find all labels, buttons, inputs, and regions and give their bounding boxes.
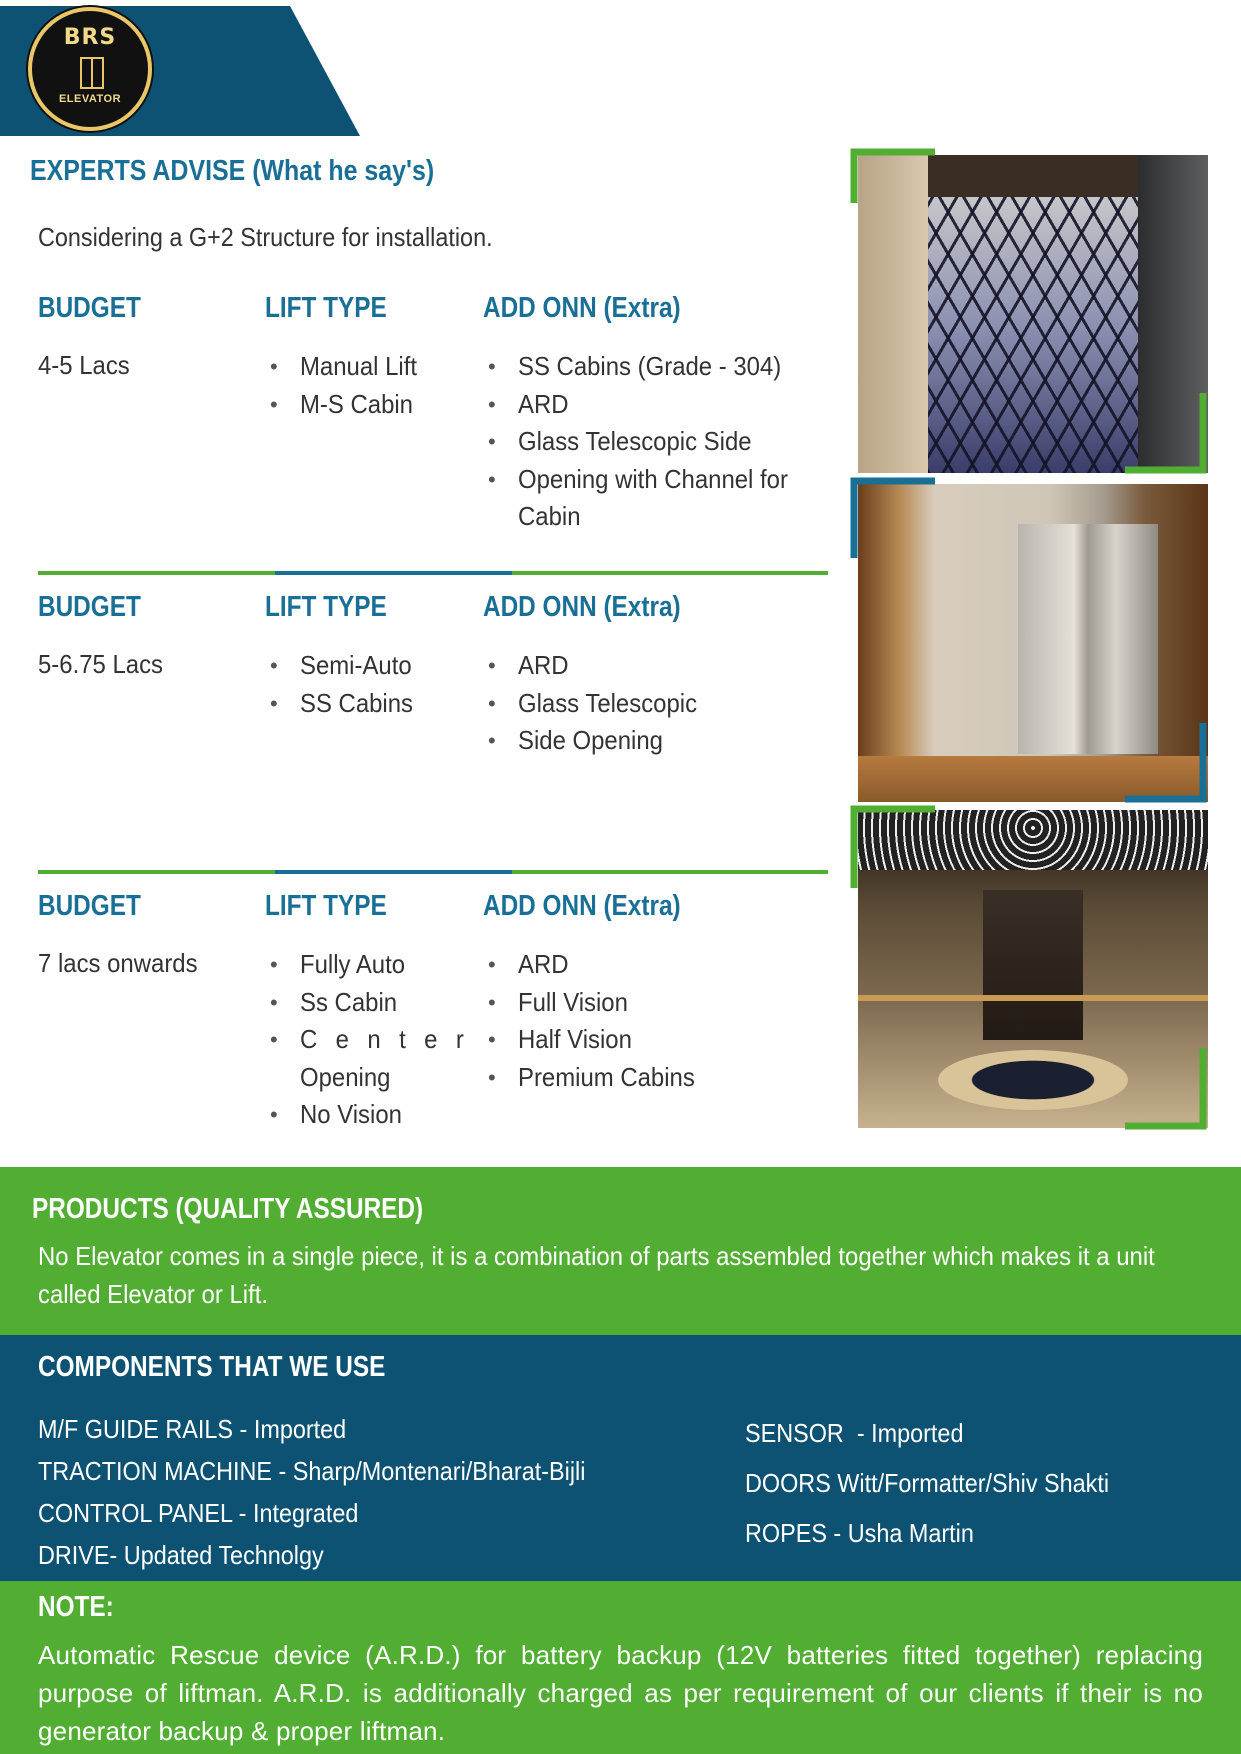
list-item: • Semi-Auto [266,647,423,685]
budget-heading: BUDGET [38,890,141,922]
components-list-left [38,1408,646,1576]
elevator-door-icon [80,57,104,89]
add-on-list [484,647,713,760]
intro-text: Considering a G+2 Structure for installation. [38,222,493,252]
lift-type-list [266,647,423,722]
products-text: No Elevator comes in a single piece, it is a combination of parts assembled together which makes it a unit called Elevator or Lift. [38,1241,1155,1309]
lift-type-heading: LIFT TYPE [265,591,387,623]
list-item: • Ss Cabin [266,984,498,1022]
list-item: • ARD [484,647,713,685]
note-title: NOTE: [38,1591,114,1623]
list-item: • No Vision [266,1096,498,1134]
budget-value: 4-5 Lacs [38,350,130,380]
list-item: • Center [266,1021,498,1059]
lift-type-list [266,348,427,423]
section-divider [38,870,828,874]
budget-value: 7 lacs onwards [38,948,198,978]
list-item: • Side Opening [484,722,713,760]
list-item-continuation: Cabin [518,501,581,531]
list-item: • Half Vision [484,1021,710,1059]
components-title: COMPONENTS THAT WE USE [38,1351,386,1383]
component-item: DOORS Witt/Formatter/Shiv Shakti [745,1468,1110,1498]
list-item: • Glass Telescopic Side [484,423,811,461]
add-on-heading: ADD ONN (Extra) [483,292,681,324]
section-divider [38,571,828,575]
budget-heading: BUDGET [38,591,141,623]
list-item: • SS Cabins [266,685,423,723]
component-item: ROPES - Usha Martin [745,1518,974,1548]
add-on-heading: ADD ONN (Extra) [483,890,681,922]
brs-elevator-logo [28,7,152,131]
components-list-right [745,1408,1150,1558]
budget-heading: BUDGET [38,292,141,324]
budget-value: 5-6.75 Lacs [38,649,164,679]
add-on-heading: ADD ONN (Extra) [483,591,681,623]
note-section [0,1581,1241,1754]
component-item: CONTROL PANEL - Integrated [38,1498,359,1528]
list-item-continuation: Opening [300,1061,391,1092]
component-item: SENSOR - Imported [745,1418,964,1448]
component-item: DRIVE- Updated Technolgy [38,1540,324,1570]
photo-corner-accents [850,148,1220,1138]
lift-type-list [266,946,498,1134]
add-on-list [484,348,811,536]
lift-type-heading: LIFT TYPE [265,890,387,922]
component-item: M/F GUIDE RAILS - Imported [38,1414,347,1444]
note-text: Automatic Rescue device (A.R.D.) for battery backup (12V batteries fitted together) replacing purpose of liftman. A.R.D. is additionally charged as per requirement of our clients if their is no generator backup & proper liftman. [38,1640,1203,1746]
list-item: • Glass Telescopic [484,685,713,723]
products-title: PRODUCTS (QUALITY ASSURED) [32,1193,424,1225]
list-item: • Full Vision [484,984,710,1022]
logo-bottom-text: ELEVATOR [58,93,122,105]
list-item: • Manual Lift [266,348,427,386]
add-on-list [484,946,710,1096]
list-item: • ARD [484,386,811,424]
component-item: TRACTION MACHINE - Sharp/Montenari/Bharat-Bijli [38,1456,586,1486]
components-section [0,1335,1241,1581]
list-item: • ARD [484,946,710,984]
list-item: • Fully Auto [266,946,498,984]
lift-type-heading: LIFT TYPE [265,292,387,324]
products-section [0,1167,1241,1335]
list-item: • Opening with Channel for [484,461,811,499]
list-item: • M-S Cabin [266,386,427,424]
list-item: • Premium Cabins [484,1059,710,1097]
list-item: • SS Cabins (Grade - 304) [484,348,811,386]
logo-top-text: BRS [63,25,117,50]
page-title: EXPERTS ADVISE (What he say's) [30,155,435,187]
